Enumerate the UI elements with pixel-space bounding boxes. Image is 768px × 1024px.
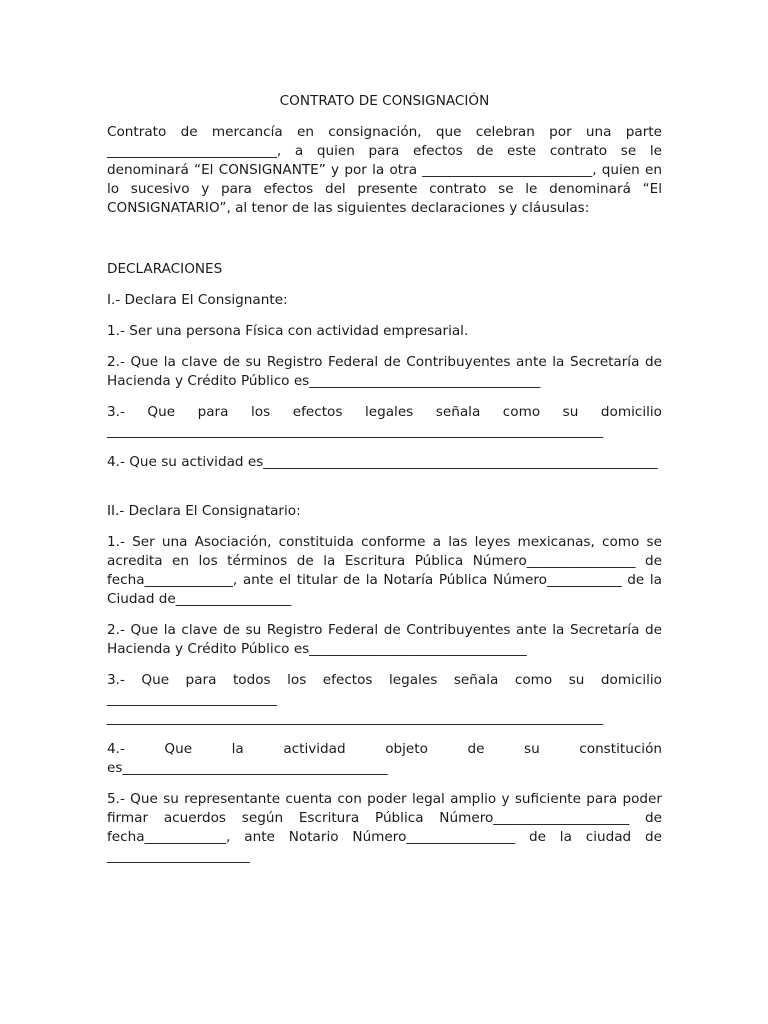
- section1-item-4: 4.- Que su actividad es__________________________________________________________: [107, 454, 658, 470]
- section1-heading: I.- Declara El Consignante:: [107, 292, 288, 308]
- intro-paragraph: Contrato de mercancía en consignación, que celebran por una parte _________________________, a quien para efectos de este contrato se le denominará “El CONSIGNANTE” y por la otra _________________________, quien en lo sucesivo y para efectos del presente contrato se le denominará “El CONSIGNATARIO”, al tenor de las siguientes declaraciones y cláusulas:: [107, 124, 662, 216]
- document-title: CONTRATO DE CONSIGNACIÓN: [279, 93, 490, 109]
- declaraciones-heading: DECLARACIONES: [107, 261, 223, 277]
- section2-item-3: 3.- Que para todos los efectos legales señala como su domicilio _________________________ _________________________________________________________________________: [107, 672, 662, 726]
- section2-item-4: 4.- Que la actividad objeto de su constitución es_______________________________________: [107, 741, 662, 776]
- section2-item-1: 1.- Ser una Asociación, constituida conforme a las leyes mexicanas, como se acredita en los términos de la Escritura Pública Número________________ de fecha_____________, ante el titular de la Notaría Pública Número___________ de la Ciudad de_________________: [107, 534, 662, 607]
- section2-item-2: 2.- Que la clave de su Registro Federal de Contribuyentes ante la Secretaría de Hacienda y Crédito Público es________________________________: [107, 622, 662, 657]
- section1-item-3: 3.- Que para los efectos legales señala como su domicilio _________________________________________________________________________: [107, 404, 662, 439]
- spacer: [107, 484, 662, 502]
- spacer: [107, 230, 662, 260]
- section2-heading: II.- Declara El Consignatario:: [107, 503, 301, 519]
- section1-item-2: 2.- Que la clave de su Registro Federal de Contribuyentes ante la Secretaría de Hacienda y Crédito Público es__________________________________: [107, 354, 662, 389]
- section1-item-1: 1.- Ser una persona Física con actividad empresarial.: [107, 323, 469, 339]
- section2-item-5: 5.- Que su representante cuenta con poder legal amplio y suficiente para poder firmar acuerdos según Escritura Pública Número____________________ de fecha____________, ante Notario Número________________ de la ciudad de _____________________: [107, 791, 662, 864]
